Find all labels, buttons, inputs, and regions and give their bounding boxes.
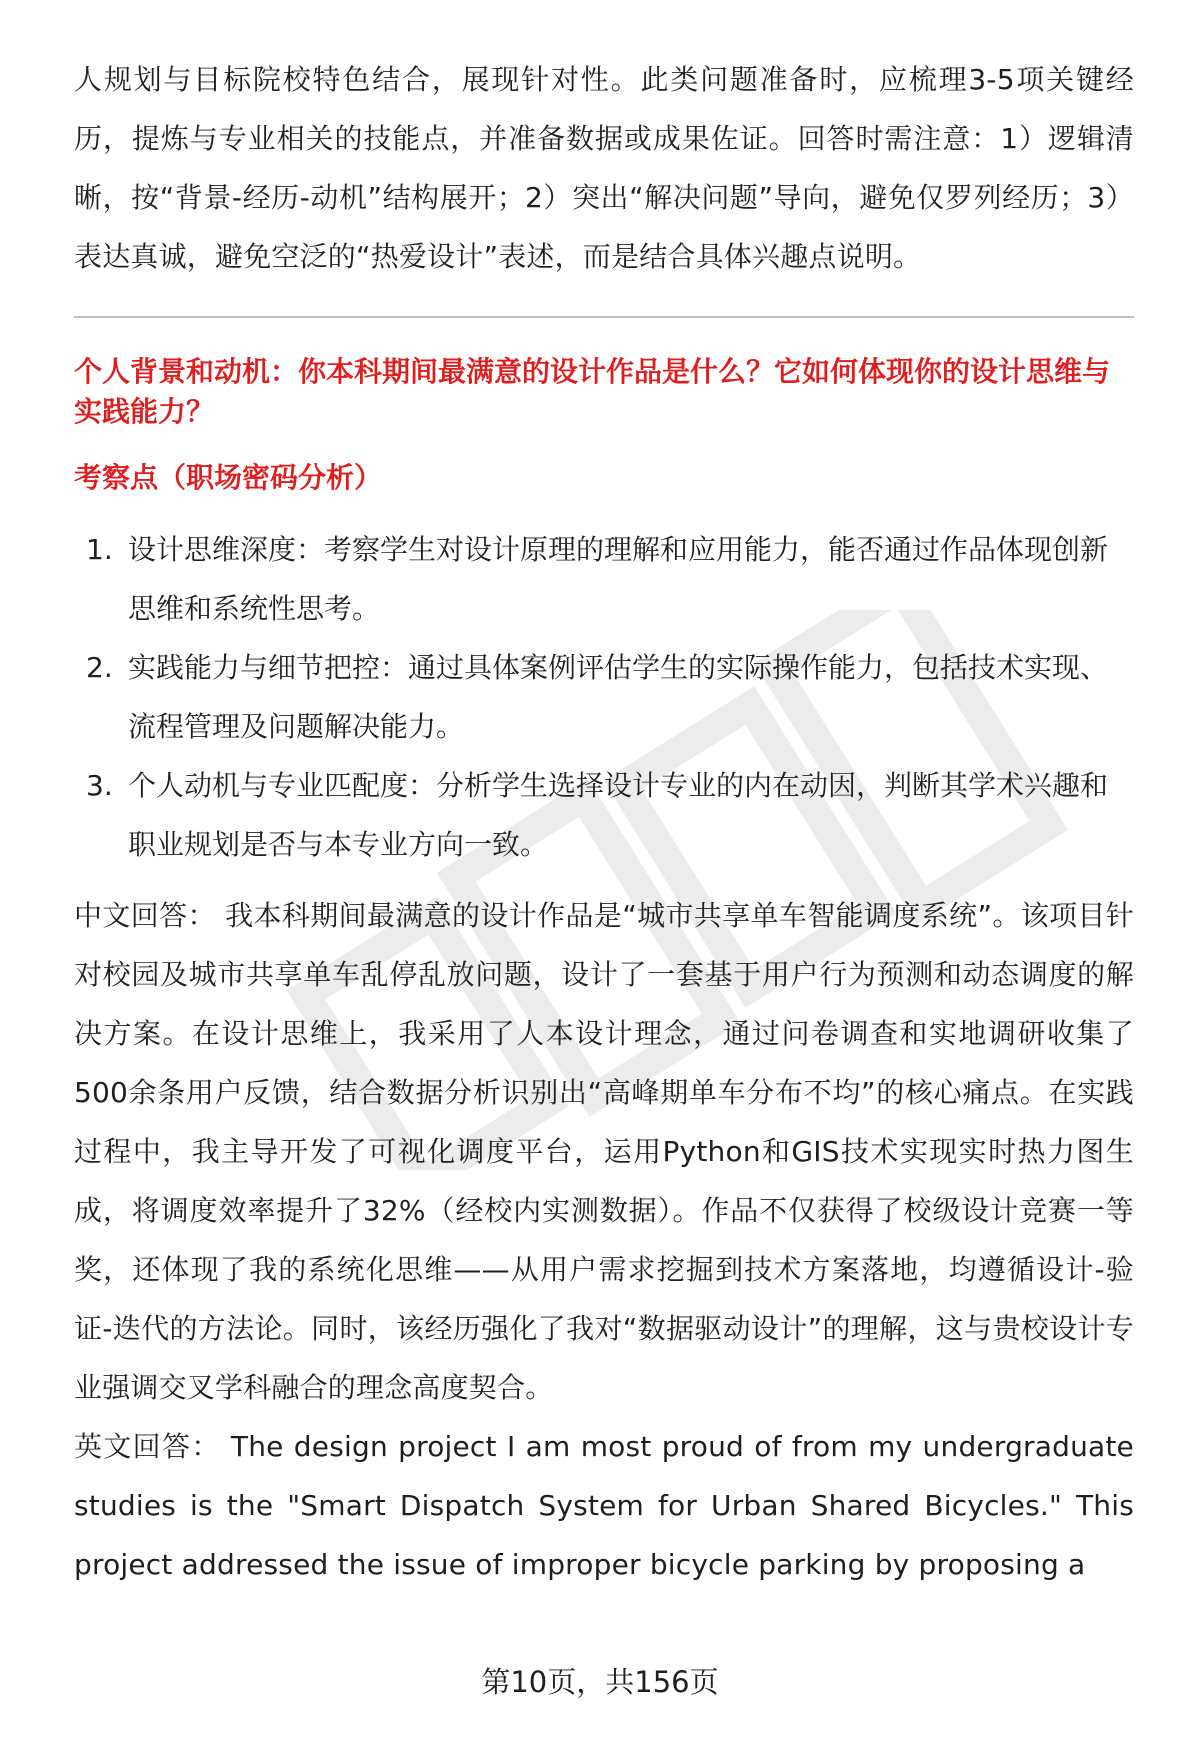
section-divider [74,316,1134,318]
main-content [74,50,1134,1594]
points-list [74,520,1134,874]
list-item-text: 实践能力与细节把控：通过具体案例评估学生的实际操作能力，包括技术实现、流程管理及问题解决能力。 [128,651,1109,743]
question-title: 个人背景和动机：你本科期间最满意的设计作品是什么？它如何体现你的设计思维与实践能力？ [74,355,1111,428]
page-footer: 第10页，共156页 [481,1665,719,1699]
points-title: 考察点（职场密码分析） [74,461,383,494]
answer-chinese: 中文回答： 我本科期间最满意的设计作品是“城市共享单车智能调度系统”。该项目针对校园及城市共享单车乱停乱放问题，设计了一套基于用户行为预测和动态调度的解决方案。在设计思维上，我采用了人本设计理念，通过问卷调查和实地调研收集了500余条用户反馈，结合数据分析识别出“高峰期单车分布不均”的核心痛点。在实践过程中，我主导开发了可视化调度平台，运用Python和GIS技术实现实时热力图生成，将调度效率提升了32%（经校内实测数据）。作品不仅获得了校级设计竞赛一等奖，还体现了我的系统化思维——从用户需求挖掘到技术方案落地，均遵循设计-验证-迭代的方法论。同时，该经历强化了我对“数据驱动设计”的理解，这与贵校设计专业强调交叉学科融合的理念高度契合。 [74,899,1134,1404]
intro-paragraph: 人规划与目标院校特色结合，展现针对性。此类问题准备时，应梳理3-5项关键经历，提炼与专业相关的技能点，并准备数据或成果佐证。回答时需注意：1）逻辑清晰，按“背景-经历-动机”结构展开；2）突出“解决问题”导向，避免仅罗列经历；3）表达真诚，避免空泛的“热爱设计”表述，而是结合具体兴趣点说明。 [74,63,1134,273]
list-item [74,520,1134,638]
answer-english: 英文回答： The design project I am most proud of from my undergraduate studies is the "Smart Dispatch System for Urban Shared Bicycles." This project addressed the issue of improper bicycle parking by proposing a [74,1430,1134,1581]
list-item-number: 2. [86,651,113,684]
list-item-text: 设计思维深度：考察学生对设计原理的理解和应用能力，能否通过作品体现创新思维和系统性思考。 [128,533,1109,625]
list-item [74,638,1134,756]
list-item-text: 个人动机与专业匹配度：分析学生选择设计专业的内在动因，判断其学术兴趣和职业规划是否与本专业方向一致。 [128,769,1109,861]
list-item-number: 1. [86,533,113,566]
list-item [74,756,1134,874]
list-item-number: 3. [86,769,113,802]
